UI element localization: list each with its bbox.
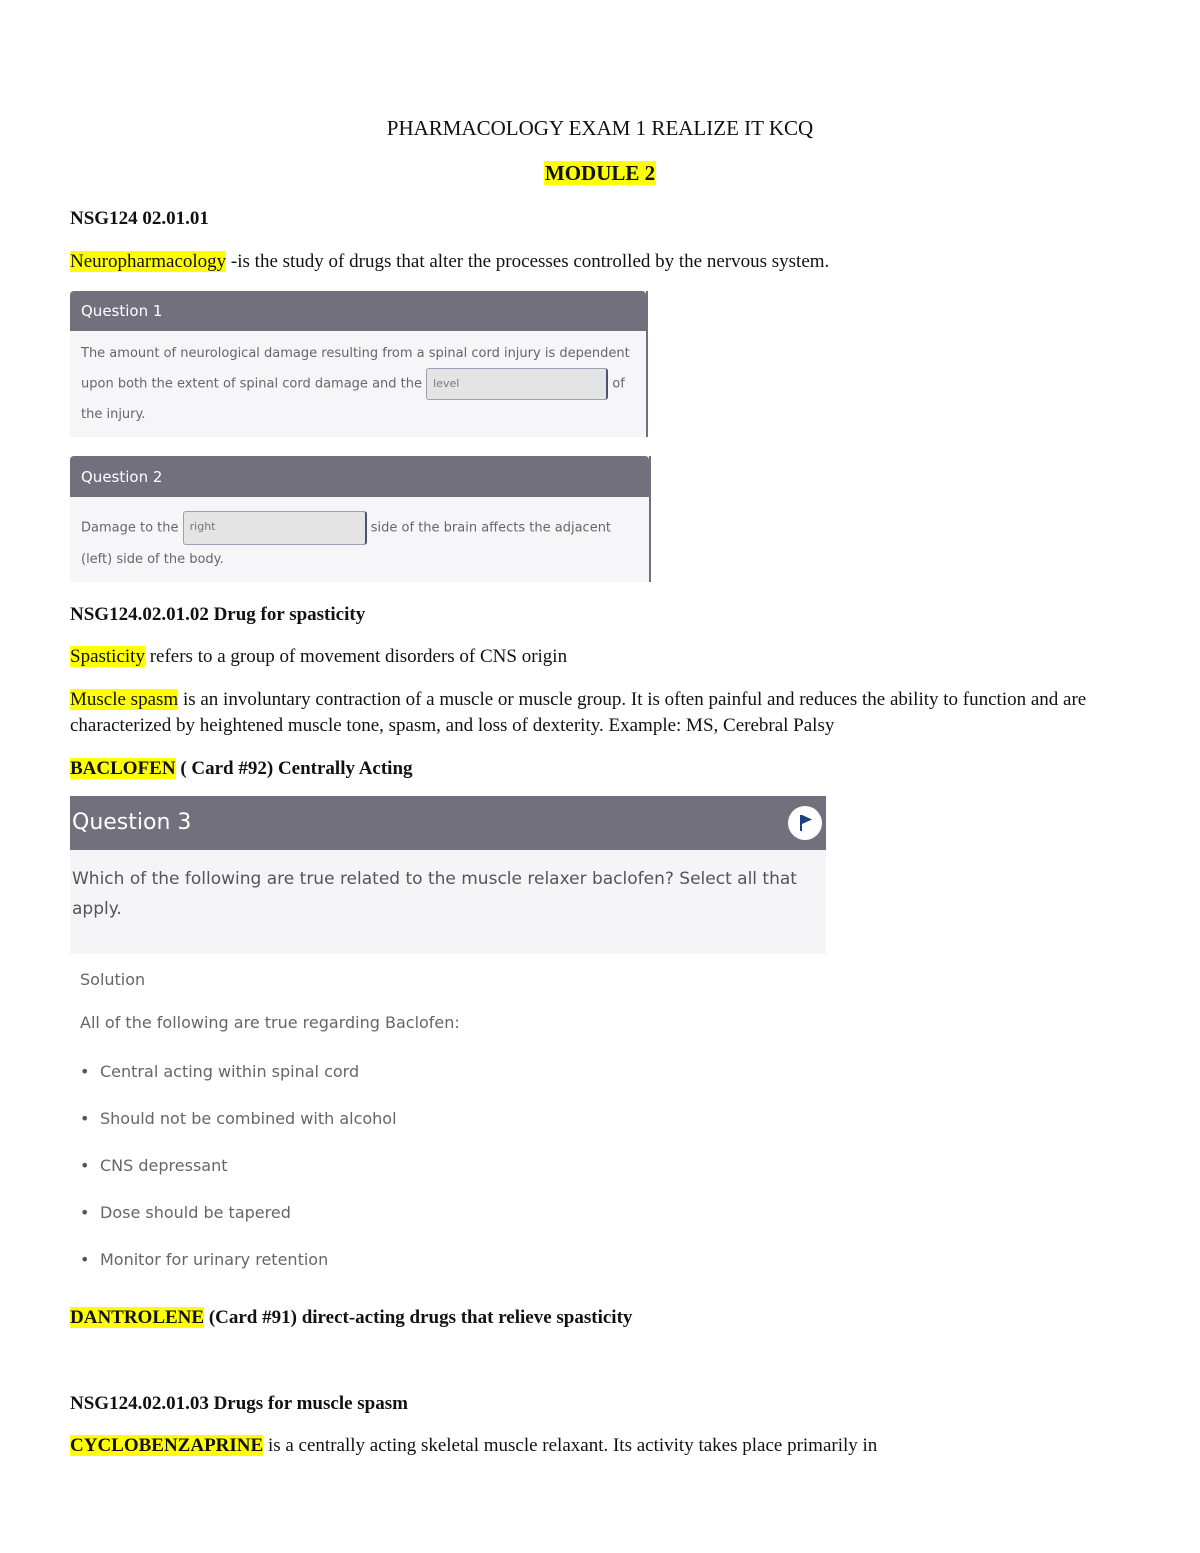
question-1-body — [70, 331, 646, 439]
module-heading — [0, 161, 1200, 186]
list-item: • CNS depressant — [80, 1142, 397, 1189]
dantrolene-heading — [70, 1305, 1130, 1331]
list-item: • Should not be combined with alcohol — [80, 1095, 397, 1142]
muscle-spasm-definition — [70, 687, 1130, 739]
question-1-text-a: The amount of neurological damage resulting from a spinal cord injury is dependent upon both the extent of spinal cord damage and the — [81, 346, 630, 392]
section-heading-1: NSG124 02.01.01 — [70, 208, 209, 229]
module-label: MODULE 2 — [544, 161, 656, 185]
section-heading-3: NSG124.02.01.03 Drugs for muscle spasm — [70, 1393, 408, 1414]
highlight-term: Muscle spasm — [70, 689, 179, 710]
question-2-body — [70, 497, 649, 584]
highlight-term: Spasticity — [70, 646, 145, 667]
definition-text: -is the study of drugs that alter the processes controlled by the nervous system. — [226, 251, 830, 272]
question-2-card — [70, 456, 651, 582]
definition-text: is a centrally acting skeletal muscle relaxant. Its activity takes place primarily in — [263, 1435, 878, 1456]
cyclobenzaprine-definition — [70, 1433, 1130, 1459]
highlight-drug: CYCLOBENZAPRINE — [70, 1435, 264, 1456]
spasticity-definition — [70, 644, 1130, 670]
highlight-drug: DANTROLENE — [70, 1307, 205, 1328]
question-3-text: Which of the following are true related to the muscle relaxer baclofen? Select all that apply. — [70, 850, 826, 954]
baclofen-heading — [70, 756, 1130, 782]
baclofen-subtitle: ( Card #92) Centrally Acting — [175, 758, 413, 779]
solution-list — [80, 1048, 397, 1283]
question-2-header: Question 2 — [70, 456, 649, 497]
highlight-drug: BACLOFEN — [70, 758, 176, 779]
neuropharmacology-definition — [70, 249, 1130, 275]
question-1-card — [70, 291, 648, 437]
solution-intro: All of the following are true regarding Baclofen: — [80, 1013, 460, 1032]
section-heading-2: NSG124.02.01.02 Drug for spasticity — [70, 604, 366, 625]
question-3-card — [70, 796, 826, 954]
solution-label: Solution — [80, 970, 146, 989]
definition-text: refers to a group of movement disorders of CNS origin — [144, 646, 568, 667]
question-1-blank[interactable]: level — [426, 368, 608, 400]
question-1-text-b: of the injury. — [81, 376, 625, 422]
flag-icon[interactable] — [788, 806, 822, 840]
list-item: • Central acting within spinal cord — [80, 1048, 397, 1095]
question-3-header — [70, 796, 826, 850]
document-title: PHARMACOLOGY EXAM 1 REALIZE IT KCQ — [386, 116, 814, 140]
question-2-blank[interactable]: right — [183, 511, 367, 545]
question-2-text-b: side of the brain affects the adjacent (left) side of the body. — [81, 520, 612, 567]
dantrolene-subtitle: (Card #91) direct-acting drugs that relieve spasticity — [204, 1307, 633, 1328]
list-item: • Dose should be tapered — [80, 1189, 397, 1236]
question-1-header: Question 1 — [70, 291, 646, 331]
definition-text: is an involuntary contraction of a muscle or muscle group. It is often painful and reduces the ability to function and are characterized by heightened muscle tone, spasm, and loss of dexterity. Example: MS, Cerebral Palsy — [70, 689, 1087, 736]
question-2-text-a: Damage to the — [81, 520, 183, 536]
highlight-term: Neuropharmacology — [70, 251, 227, 272]
question-3-title: Question 3 — [72, 810, 192, 835]
list-item: • Monitor for urinary retention — [80, 1236, 397, 1283]
